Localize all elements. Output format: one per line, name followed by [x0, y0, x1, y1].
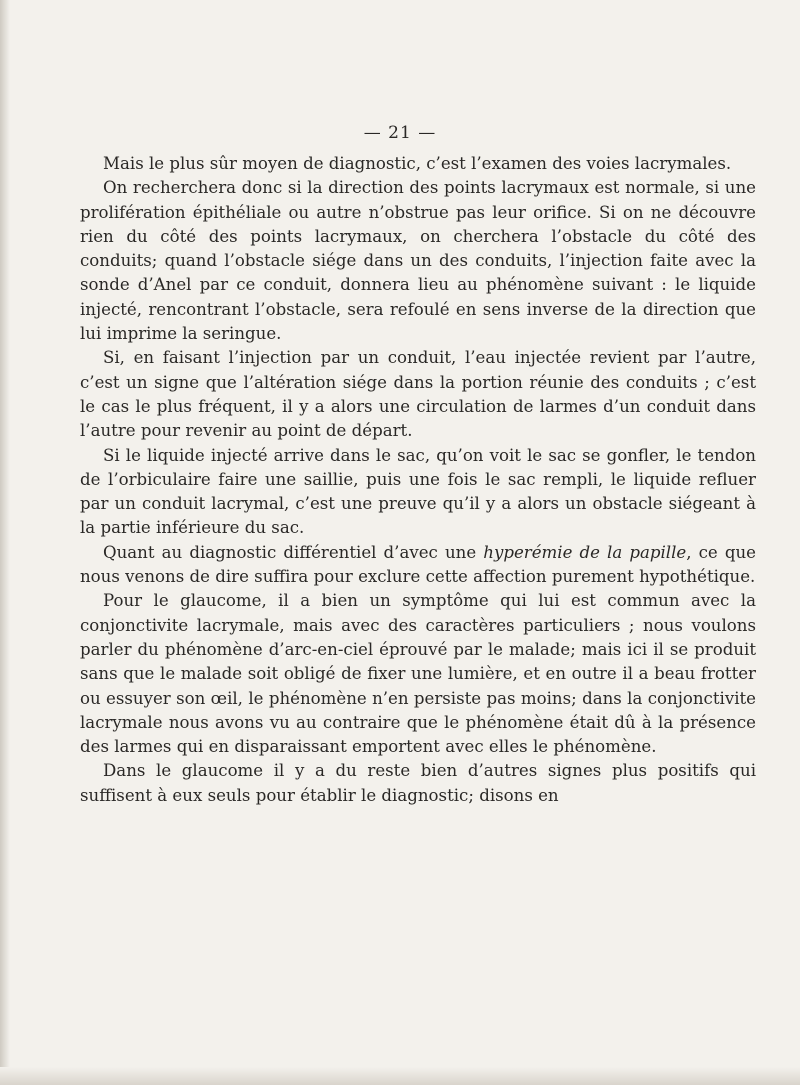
paragraph-5: [80, 541, 756, 590]
paragraph-3: Si, en faisant l’injection par un conduit, l’eau injectée revient par l’autre, c’est un signe que l’altération siége dans la portion réunie des conduits ; c’est le cas le plus fréquent, il y a alors une circulation de larmes d’un conduit dans l’autre pour revenir au point de départ.: [80, 348, 756, 441]
paragraph-7: Dans le glaucome il y a du reste bien d’autres signes plus positifs qui suffisent à eux seuls pour établir le diagnostic; disons en: [80, 761, 756, 805]
page-bottom-shade: [0, 1067, 800, 1085]
page-edge-shadow: [0, 0, 10, 1085]
body-text: [80, 152, 756, 808]
paragraph-1: Mais le plus sûr moyen de diagnostic, c’est l’examen des voies lacrymales.: [103, 154, 732, 173]
paragraph-5-start: Quant au diagnostic différentiel d’avec une: [103, 542, 484, 562]
paragraph-6: Pour le glaucome, il a bien un symptôme qui lui est commun avec la conjonctivite lacrymale, mais avec des caractères particuliers ; nous voulons parler du phénomène d’arc-en-ciel éprouvé par le malade; mais ici il se produit sans que le malade soit obligé de fixer une lumière, et en outre il a beau frotter ou essuyer son œil, le phénomène n’en persiste pas moins; dans la conjonctivite lacrymale nous avons vu au contraire que le phénomène était dû à la présence des larmes qui en disparaissant emportent avec elles le phénomène.: [80, 591, 756, 757]
paragraph-2: On recherchera donc si la direction des points lacrymaux est normale, si une prolifération épithéliale ou autre n’obstrue pas leur orifice. Si on ne découvre rien du côté des points lacrymaux, on cherchera l’obstacle du côté des conduits; quand l’obstacle siége dans un des conduits, l’injection faite avec la sonde d’Anel par ce conduit, donnera lieu au phénomène suivant : le liquide injecté, rencontrant l’obstacle, sera refoulé en sens inverse de la direction que lui imprime la seringue.: [80, 178, 756, 344]
paragraph-5-end: , ce que nous venons de dire suffira pour exclure cette affection purement hypothétique.: [80, 542, 756, 587]
paragraph-5-italic-term: hyperémie de la papille: [483, 542, 687, 562]
page-number: — 21 —: [363, 123, 437, 143]
paragraph-4: Si le liquide injecté arrive dans le sac, qu’on voit le sac se gonfler, le tendon de l’orbiculaire faire une saillie, puis une fois le sac rempli, le liquide refluer par un conduit lacrymal, c’est une preuve qu’il y a alors un obstacle siégeant à la partie inférieure du sac.: [80, 445, 756, 538]
